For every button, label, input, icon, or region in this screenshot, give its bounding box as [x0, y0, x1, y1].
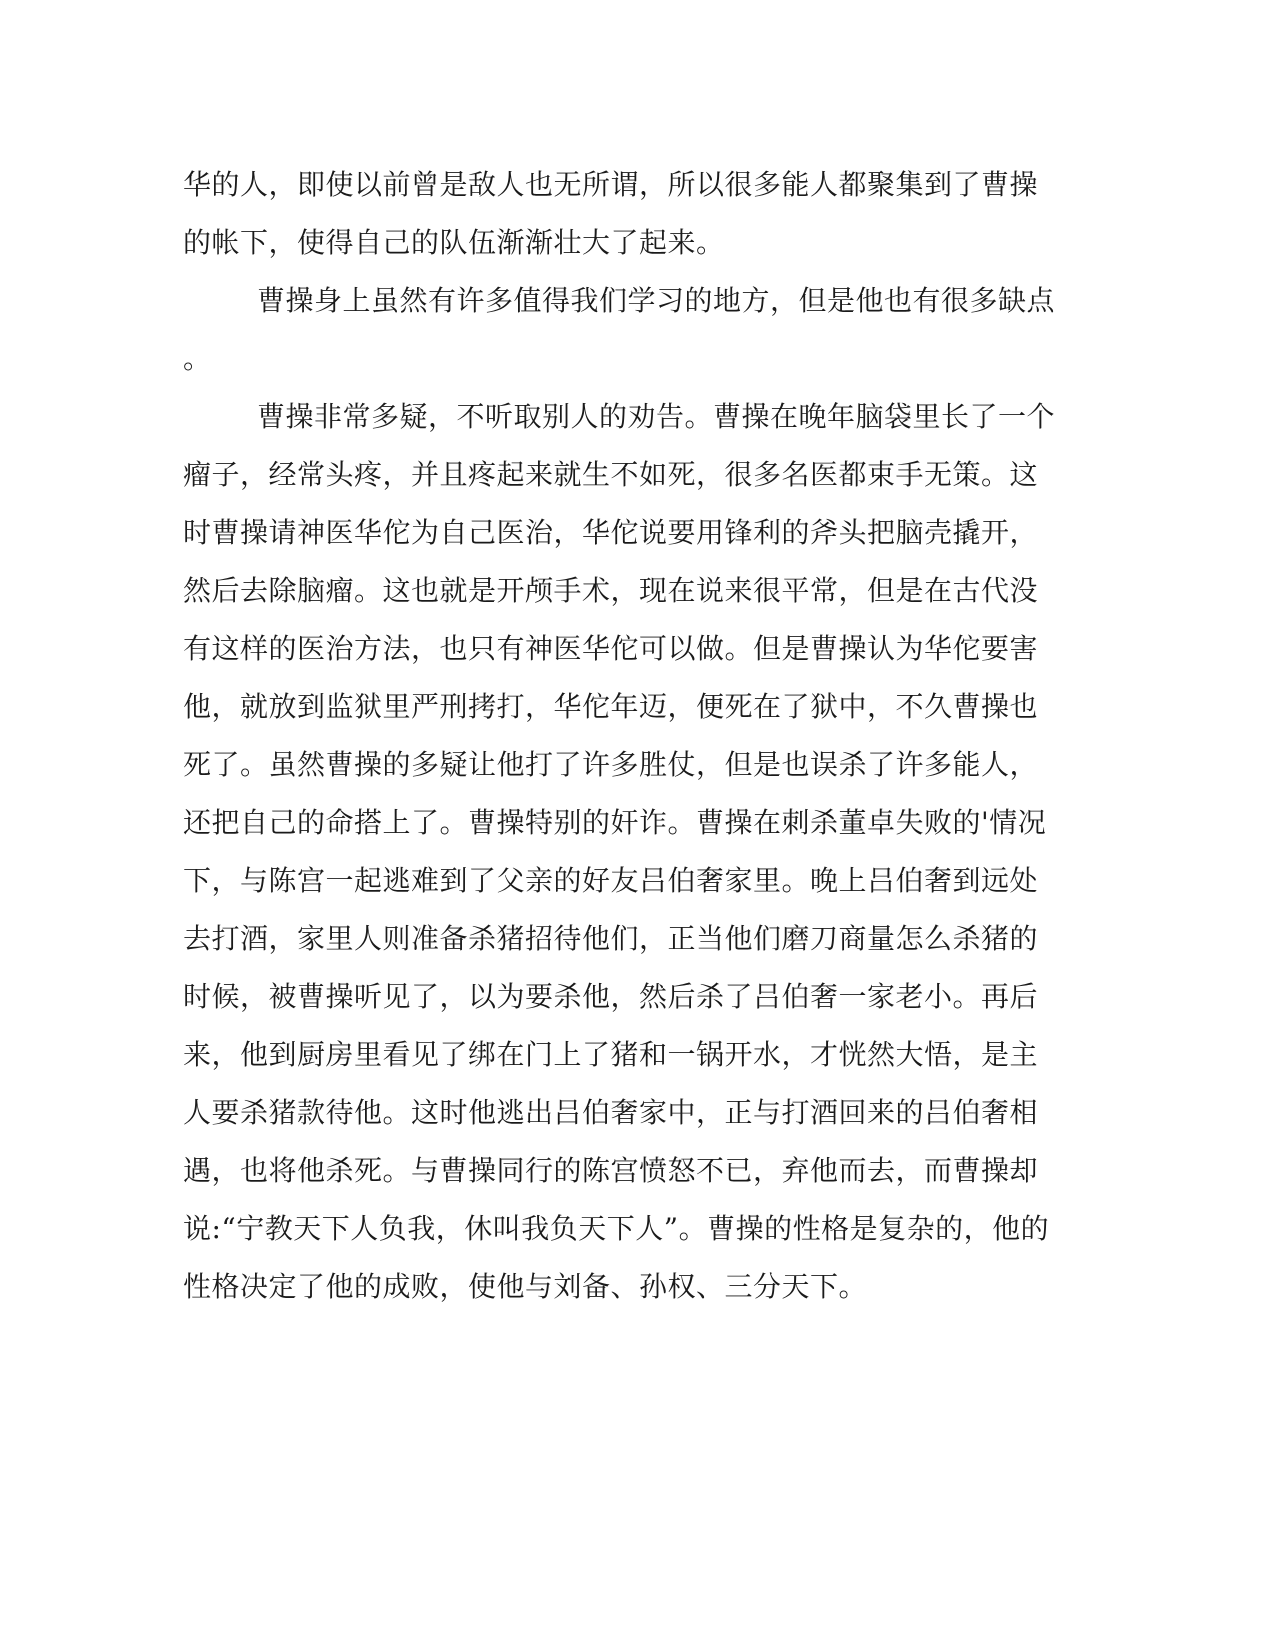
text-line: 性格决定了他的成败，使他与刘备、孙权、三分天下。	[183, 1270, 868, 1303]
text-line: 人要杀猪款待他。这时他逃出吕伯奢家中，正与打酒回来的吕伯奢相	[183, 1096, 1039, 1129]
text-line: 还把自己的命搭上了。曹操特别的奸诈。曹操在刺杀董卓失败的'情况	[183, 806, 1047, 839]
text-line: 时曹操请神医华佗为自己医治，华佗说要用锋利的斧头把脑壳撬开，	[183, 516, 1039, 549]
text-line: 死了。虽然曹操的多疑让他打了许多胜仗，但是也误杀了许多能人，	[183, 748, 1039, 781]
text-line: 去打酒，家里人则准备杀猪招待他们，正当他们磨刀商量怎么杀猪的	[183, 922, 1039, 955]
text-line: 然后去除脑瘤。这也就是开颅手术，现在说来很平常，但是在古代没	[183, 574, 1039, 607]
paragraph-first-line: 曹操非常多疑，不听取别人的劝告。曹操在晚年脑袋里长了一个	[257, 400, 1056, 433]
body-text	[183, 156, 1063, 1316]
text-line: 来，他到厨房里看见了绑在门上了猪和一锅开水，才恍然大悟，是主	[183, 1038, 1039, 1071]
text-line: 说:“宁教天下人负我，休叫我负天下人”。曹操的性格是复杂的，他的	[183, 1212, 1050, 1245]
text-line: 时候，被曹操听见了，以为要杀他，然后杀了吕伯奢一家老小。再后	[183, 980, 1039, 1013]
text-line: 下，与陈宫一起逃难到了父亲的好友吕伯奢家里。晚上吕伯奢到远处	[183, 864, 1039, 897]
paragraph-first-line: 曹操身上虽然有许多值得我们学习的地方，但是他也有很多缺点	[257, 284, 1056, 317]
text-line: 华的人，即使以前曾是敌人也无所谓，所以很多能人都聚集到了曹操	[183, 168, 1039, 201]
text-line: 有这样的医治方法，也只有神医华佗可以做。但是曹操认为华佗要害	[183, 632, 1039, 665]
text-line: 。	[183, 342, 212, 375]
text-line: 瘤子，经常头疼，并且疼起来就生不如死，很多名医都束手无策。这	[183, 458, 1039, 491]
text-line: 遇，也将他杀死。与曹操同行的陈宫愤怒不已，弃他而去，而曹操却	[183, 1154, 1039, 1187]
text-line: 他，就放到监狱里严刑拷打，华佗年迈，便死在了狱中，不久曹操也	[183, 690, 1039, 723]
text-line: 的帐下，使得自己的队伍渐渐壮大了起来。	[183, 226, 725, 259]
